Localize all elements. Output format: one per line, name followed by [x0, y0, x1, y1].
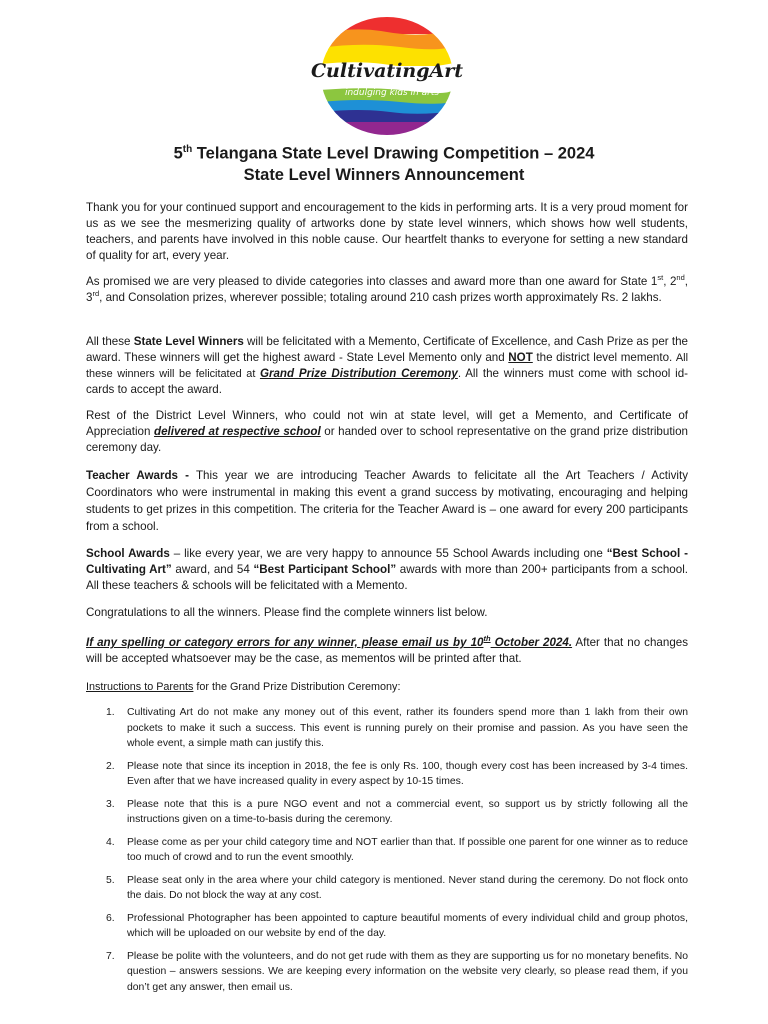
categories-paragraph: As promised we are very pleased to divide categories into classes and award more than one award for State 1st, 2nd, 3rd, and Consolation prizes, wherever possible; totaling around 210 cash prizes worth approximately Rs. 2 lakhs.: [86, 273, 688, 304]
list-item: 5. Please seat only in the area where your child category is mentioned. Never stand during the ceremony. Do not flock onto the dais. Do not block the way at any cost.: [106, 874, 688, 901]
state-winners-paragraph: All these State Level Winners will be felicitated with a Memento, Certificate of Excellence, and Cash Prize as per the award. These winners will get the highest award - State Level Memento only and NOT the district level memento. All these winners will be felicitated at Grand Prize Distribution Ceremony. All the winners must come with school id-cards to accept the award.: [86, 335, 689, 396]
list-item: 4. Please come as per your child category time and NOT earlier than that. If possible one parent for one winner as to reduce too much of crowd and to run the event smoothly.: [106, 836, 688, 863]
list-item: 2. Please note that since its inception in 2018, the fee is only Rs. 100, though every cost has been increased by 3-4 times. Even after that we have increased quality in every aspect by 10-15 times.: [106, 760, 688, 787]
ceremony-link: Grand Prize Distribution Ceremony: [259, 367, 458, 380]
school-awards-paragraph: School Awards – like every year, we are very happy to announce 55 School Awards including one “Best School - Cultivating Art” award, and 54 “Best Participant School” awards with more than 200+ participants from a school. All these teachers & schools will be felicitated with a Memento.: [86, 547, 688, 592]
congratulations-paragraph: Congratulations to all the winners. Please find the complete winners list below.: [86, 606, 488, 619]
instructions-heading: Instructions to Parents for the Grand Prize Distribution Ceremony:: [86, 681, 401, 693]
cultivating-art-logo: [310, 16, 464, 136]
page-subtitle: State Level Winners Announcement: [243, 166, 525, 184]
logo-tagline-text: indulging kids in arts: [344, 88, 440, 98]
page-title: 5th Telangana State Level Drawing Competition – 2024: [173, 144, 595, 163]
list-item: 3. Please note that this is a pure NGO event and not a commercial event, so support us by strictly following all the instructions given on a time-to-basis during the ceremony.: [106, 798, 688, 825]
instructions-link: Instructions to Parents: [86, 681, 194, 693]
logo-brand-text: CultivatingArt: [310, 60, 464, 82]
email-deadline-paragraph: If any spelling or category errors for any winner, please email us by 10th October 2024. After that no changes will be accepted whatsoever may be the case, as mementos will be printed after that.: [86, 634, 689, 665]
intro-paragraph: Thank you for your continued support and encouragement to the kids in performing arts. It is a very proud moment for us as we see the mesmerizing quality of artworks done by state level winners, which shows how well students, teachers, and parents have involved in this noble cause. Our heartfelt thanks to everyone for setting a new standard of quality for art, every year.: [86, 201, 688, 262]
list-item: 7. Please be polite with the volunteers, and do not get rude with them as they are supporting us for no monetary benefits. No question – answers sessions. We are keeping every information on the website very clearly, so please read them, if you don’t get any answer, then email us.: [106, 950, 688, 993]
teacher-awards-paragraph: Teacher Awards - This year we are introducing Teacher Awards to felicitate all the Art Teachers / Activity Coordinators who were instrumental in making this event a grand success by motivating, encouraging and helping students to get prizes in this competition. The criteria for the Teacher Award is – one award for every 200 participants from a school.: [86, 469, 688, 533]
list-item: 1. Cultivating Art do not make any money out of this event, rather its founders spend more than 1 lakh from their own pockets to make it such a success. This event is running purely on their promise and passion. As you have seen the whole event, a simple math can justify this.: [106, 707, 688, 749]
list-item: 6. Professional Photographer has been appointed to capture beautiful moments of every individual child and group photos, which will be uploaded on our website by end of the day.: [106, 912, 688, 939]
instructions-list: [86, 705, 688, 1002]
district-winners-paragraph: Rest of the District Level Winners, who could not win at state level, will get a Memento, and Certificate of Appreciation delivered at respective school or handed over to school representative on the grand prize distribution ceremony day.: [86, 409, 689, 454]
